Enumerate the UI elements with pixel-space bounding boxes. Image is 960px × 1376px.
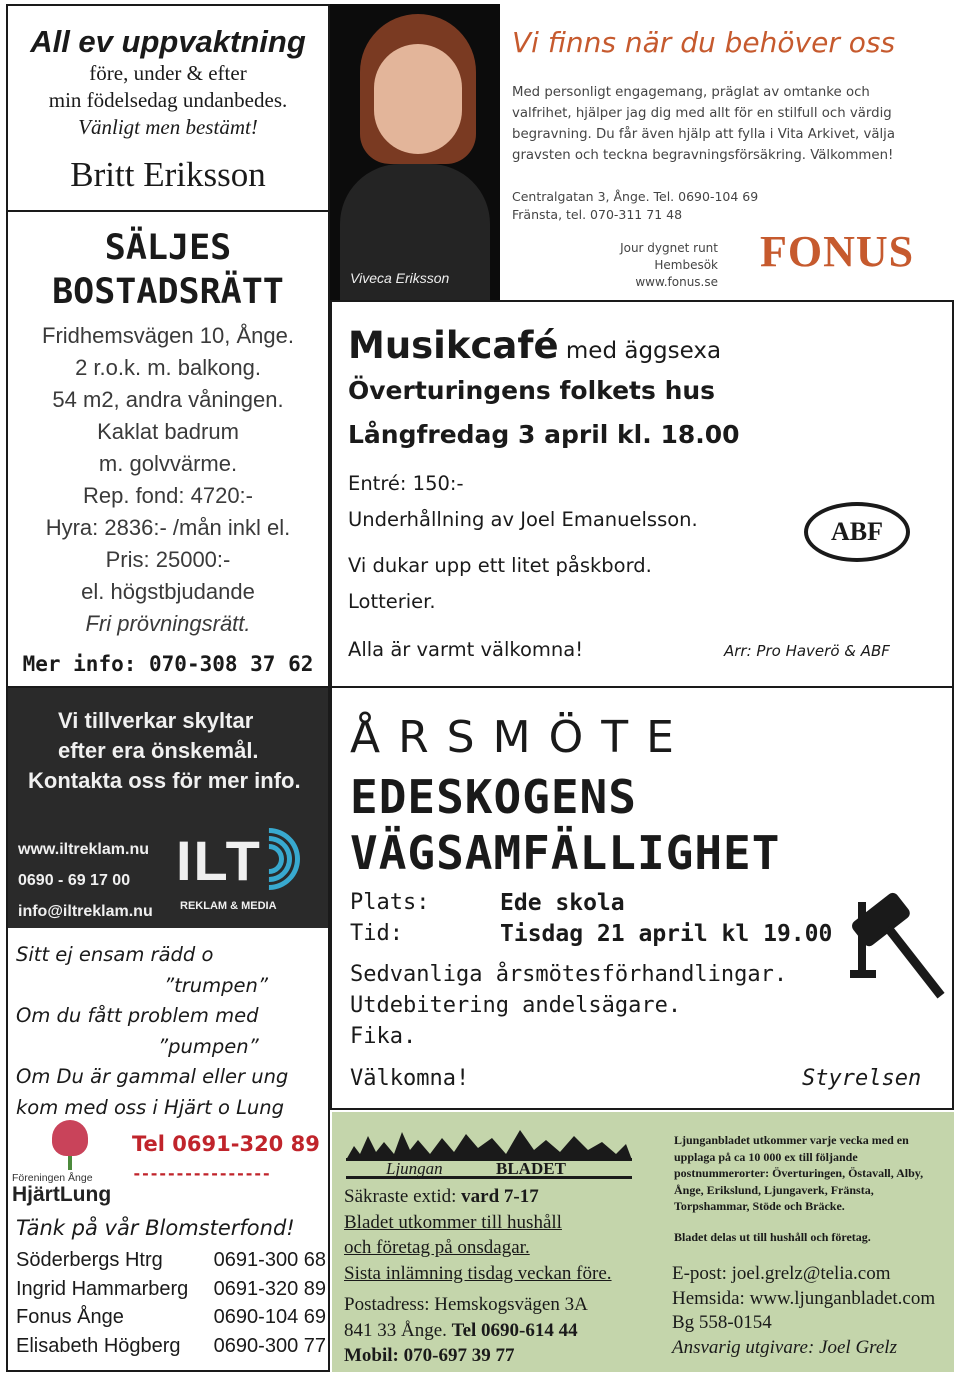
portrait-photo	[330, 4, 500, 302]
email-link[interactable]: E-post: joel.grelz@telia.com	[672, 1263, 891, 1284]
fonus-jour-line: Hembesök	[654, 258, 718, 272]
contact-name: Söderbergs Htrg	[16, 1249, 163, 1271]
delivery-line: och företag på onsdagar.	[344, 1237, 530, 1258]
musikcafe-table: Vi dukar upp ett litet påskbord.	[348, 554, 652, 577]
place-label: Plats:	[350, 890, 430, 915]
apartment-line: Hyra: 2836:- /mån inkl el.	[45, 515, 291, 540]
apartment-line: Rep. fond: 4720:-	[82, 483, 253, 508]
birthday-notice	[6, 4, 330, 212]
place-value: Ede skola	[500, 890, 625, 916]
hjartlung-dashes: ----------------	[132, 1164, 271, 1183]
contact-row	[16, 1246, 326, 1275]
birthday-italic: Vänligt men bestämt!	[78, 115, 258, 139]
ilt-email[interactable]: info@iltreklam.nu	[18, 903, 153, 920]
poem-line: Sitt ej ensam rädd o	[16, 943, 214, 966]
arsmote-signature: Styrelsen	[802, 1066, 922, 1091]
ilt-logo: ILT	[176, 829, 262, 892]
masthead-ljungan: Ljungan	[386, 1159, 443, 1178]
birthday-line: min födelsedag undanbedes.	[48, 88, 288, 112]
blomsterfond-contacts	[16, 1246, 326, 1360]
arsmote-org-2: VÄGSAMFÄLLIGHET	[350, 826, 781, 880]
ilt-phone: 0690 - 69 17 00	[18, 872, 131, 889]
postal-city: 841 33 Ånge.	[344, 1319, 452, 1341]
apartment-heading	[8, 226, 328, 314]
birthday-line: före, under & efter	[89, 61, 247, 85]
postal-address: Postadress: Hemskogsvägen 3A	[344, 1294, 588, 1315]
hjartlung-poem	[16, 940, 324, 1123]
fonus-logo: FONUS	[760, 227, 915, 276]
arsmote-org-1: EDESKOGENS	[350, 770, 637, 824]
musikcafe-date: Långfredag 3 april kl. 18.00	[348, 420, 740, 449]
fonus-slogan: Vi finns när du behöver oss	[512, 26, 896, 59]
mobile-number: Mobil: 070-697 39 77	[344, 1345, 515, 1366]
fonus-text-line: Med personligt engagemang, präglat av omtanke och	[512, 85, 870, 100]
fonus-jour	[600, 240, 718, 291]
hjartlung-phone: Tel 0691-320 89	[132, 1132, 320, 1156]
contact-phone: 0691-320 89	[213, 1277, 326, 1300]
deadline-label: Säkraste extid:	[344, 1186, 462, 1207]
fonus-text	[512, 82, 942, 166]
musikcafe-ad	[330, 300, 954, 688]
arsmote-ad	[330, 686, 954, 1110]
apartment-line: 54 m2, andra våningen.	[52, 387, 284, 412]
agenda-item: Fika.	[350, 1024, 417, 1049]
arsmote-title: ÅRSMÖTE	[350, 712, 692, 763]
poem-line: Om du fått problem med	[16, 1004, 259, 1027]
fonus-text-line: valfrihet, hjälper jag dig med allt för en stilfull och värdig	[512, 106, 892, 121]
musikcafe-entertainment: Underhållning av Joel Emanuelsson.	[348, 508, 698, 531]
fonus-address	[512, 188, 758, 224]
postal-phone: Tel 0690-614 44	[451, 1319, 578, 1341]
distribution-text: Ljunganbladet utkommer varje vecka med en upplaga på ca 10 000 ex till följande postnummerorter: Överturingen, Östavall, Alby, Ånge, Erikslund, Ljungaverk, Fränsta, Torpshammar, Stöde och Bräcke.	[674, 1133, 924, 1213]
masthead-trees-icon	[346, 1124, 632, 1180]
fonus-address-line: Fränsta, tel. 070-311 71 48	[512, 207, 683, 222]
musikcafe-organizer: Arr: Pro Haverö & ABF	[724, 642, 890, 660]
ljunganbladet-distribution	[674, 1132, 946, 1245]
contact-row	[16, 1275, 326, 1304]
distribution-note: Bladet delas ut till hushåll och företag.	[674, 1229, 871, 1244]
ilt-headline-line: Vi tillverkar skyltar	[58, 708, 254, 733]
apartment-heading-1: SÄLJES	[104, 228, 232, 268]
portrait-caption: Viveca Eriksson	[350, 270, 450, 286]
ilt-website[interactable]: www.iltreklam.nu	[18, 841, 149, 858]
deadline-line	[344, 1184, 654, 1210]
ilt-headline-line: Kontakta oss för mer info.	[28, 768, 301, 793]
apartment-line: Fridhemsvägen 10, Ånge.	[42, 323, 294, 348]
agenda-item: Sedvanliga årsmötesförhandlingar.	[350, 962, 788, 987]
poem-line: ”pumpen”	[158, 1034, 259, 1058]
bankgiro: Bg 558-0154	[672, 1312, 772, 1333]
ljunganbladet-contact	[672, 1262, 950, 1360]
musikcafe-welcome: Alla är varmt välkomna!	[348, 638, 584, 661]
hjartlung-logo-small: Föreningen Ånge	[12, 1172, 93, 1184]
poem-line: ”trumpen”	[164, 973, 268, 997]
ilt-logo-sub: REKLAM & MEDIA	[180, 900, 277, 912]
masthead-bladet: BLADET	[496, 1159, 566, 1178]
gavel-icon	[850, 884, 950, 1014]
contact-phone: 0691-300 68	[213, 1249, 326, 1271]
birthday-name: Britt Eriksson	[70, 155, 266, 194]
contact-row	[16, 1332, 326, 1361]
musikcafe-lottery: Lotterier.	[348, 590, 436, 613]
deadline-value: vard 7-17	[461, 1186, 539, 1207]
fonus-jour-line: Jour dygnet runt	[620, 241, 718, 255]
contact-phone: 0690-300 77	[213, 1334, 326, 1357]
contact-phone: 0690-104 69	[213, 1306, 326, 1328]
apartment-line: Pris: 25000:-	[105, 547, 231, 572]
agenda-item: Utdebitering andelsägare.	[350, 993, 682, 1018]
time-label: Tid:	[350, 921, 403, 946]
apartment-line: m. golvvärme.	[98, 451, 238, 476]
time-value: Tisdag 21 april kl 19.00	[500, 921, 833, 947]
musikcafe-entry: Entré: 150:-	[348, 472, 464, 495]
fonus-text-line: gravsten och teckna begravningsförsäkring. Välkommen!	[512, 148, 894, 163]
ilt-headline-line: efter era önskemål.	[58, 738, 259, 763]
musikcafe-title-suffix: med äggsexa	[558, 338, 722, 364]
apartment-ad	[6, 210, 330, 688]
publisher: Ansvarig utgivare: Joel Grelz	[672, 1336, 897, 1358]
musikcafe-venue: Överturingens folkets hus	[348, 376, 716, 405]
delivery-line: Bladet utkommer till hushåll	[344, 1211, 562, 1233]
ljunganbladet-left	[344, 1184, 654, 1369]
apartment-italic: Fri prövningsrätt.	[85, 611, 251, 636]
apartment-contact: Mer info: 070-308 37 62	[22, 652, 314, 676]
birthday-heading: All ev uppvaktning	[30, 24, 306, 59]
ilt-headline	[28, 706, 301, 796]
musikcafe-title	[348, 324, 721, 367]
contact-name: Fonus Ånge	[16, 1306, 124, 1328]
delivery-line: Sista inlämning tisdag veckan före.	[344, 1262, 612, 1284]
fonus-website[interactable]: www.fonus.se	[635, 275, 718, 289]
hjartlung-logo	[12, 1120, 132, 1207]
website-link[interactable]: Hemsida: www.ljunganbladet.com	[672, 1287, 936, 1309]
hjartlung-logo-name: HjärtLung	[12, 1183, 112, 1206]
arsmote-welcome: Välkomna!	[350, 1066, 470, 1091]
abf-logo: ABF	[804, 502, 910, 562]
poem-line: kom med oss i Hjärt o Lung	[16, 1095, 285, 1119]
fonus-address-line: Centralgatan 3, Ånge. Tel. 0690-104 69	[512, 189, 759, 204]
contact-row	[16, 1303, 326, 1332]
poem-line: Om Du är gammal eller ung	[16, 1065, 289, 1088]
apartment-line: 2 r.o.k. m. balkong.	[75, 355, 261, 380]
tulip-icon	[52, 1120, 88, 1156]
postal-line	[344, 1318, 654, 1344]
fonus-ad	[330, 4, 954, 302]
apartment-heading-2: BOSTADSRÄTT	[52, 272, 284, 312]
ilt-ad	[8, 688, 328, 928]
apartment-line: el. högstbjudande	[81, 579, 255, 604]
contact-name: Ingrid Hammarberg	[16, 1277, 189, 1300]
contact-name: Elisabeth Högberg	[16, 1334, 181, 1357]
apartment-line: Kaklat badrum	[97, 419, 239, 444]
ilt-contacts	[18, 834, 153, 927]
hjartlung-ad	[6, 686, 330, 1372]
ljunganbladet-info	[332, 1112, 954, 1372]
blomsterfond-heading: Tänk på vår Blomsterfond!	[16, 1216, 295, 1240]
musikcafe-title-main: Musikcafé	[348, 324, 559, 367]
fonus-text-line: begravning. Du får även hjälp att fylla i Vita Arkivet, välja	[512, 127, 896, 142]
